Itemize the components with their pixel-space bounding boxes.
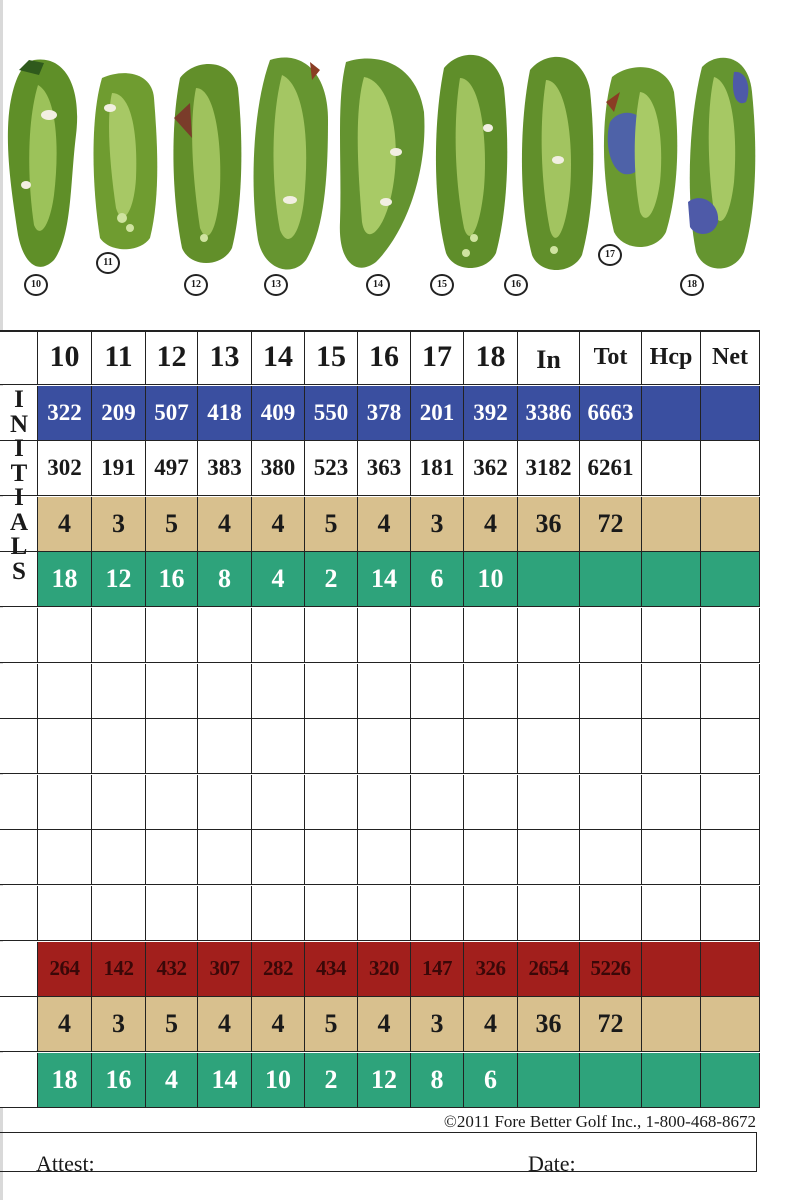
score-entry-cell[interactable]	[518, 664, 580, 719]
score-cell: 550	[305, 386, 358, 441]
white-tees-row	[0, 441, 760, 496]
score-entry-cell[interactable]	[92, 886, 146, 941]
score-entry-cell[interactable]	[92, 608, 146, 663]
score-entry-cell[interactable]	[92, 719, 146, 774]
attest-label: Attest:	[36, 1151, 95, 1176]
score-cell: 147	[411, 942, 464, 997]
score-entry-cell[interactable]	[411, 664, 464, 719]
hole-label-11: 11	[96, 252, 120, 274]
score-cell: 392	[464, 386, 518, 441]
score-cell: 4	[464, 997, 518, 1052]
score-cell: 3386	[518, 386, 580, 441]
hole-map-strip	[0, 0, 790, 330]
column-header: 16	[358, 330, 411, 385]
score-cell: 383	[198, 441, 252, 496]
score-cell: 326	[464, 942, 518, 997]
row-label-cell	[0, 608, 38, 663]
row-label-cell	[0, 997, 38, 1052]
score-entry-cell[interactable]	[252, 719, 305, 774]
row-label-cell	[0, 830, 38, 885]
score-entry-cell[interactable]	[38, 775, 92, 830]
score-cell: 307	[198, 942, 252, 997]
score-cell: 362	[464, 441, 518, 496]
hole-label-14: 14	[366, 274, 390, 296]
score-cell: 4	[252, 497, 305, 552]
score-cell	[518, 1053, 580, 1108]
score-entry-cell[interactable]	[252, 830, 305, 885]
hole-label-13: 13	[264, 274, 288, 296]
hole-18-map	[686, 52, 758, 274]
score-cell: 12	[92, 552, 146, 607]
score-entry-cell[interactable]	[580, 664, 642, 719]
score-entry-cell[interactable]	[358, 664, 411, 719]
hole-10-map	[4, 55, 82, 270]
initials-vertical-label	[0, 388, 38, 608]
score-entry-cell[interactable]	[358, 719, 411, 774]
initials-letter: S	[12, 557, 26, 585]
score-entry-cell[interactable]	[518, 719, 580, 774]
score-cell: 5	[146, 497, 198, 552]
score-entry-cell[interactable]	[92, 664, 146, 719]
score-entry-cell[interactable]	[305, 719, 358, 774]
score-entry-cell[interactable]	[358, 886, 411, 941]
score-cell: 322	[38, 386, 92, 441]
mens-handicap-row	[0, 552, 760, 607]
hole-label-18: 18	[680, 274, 704, 296]
score-cell: 209	[92, 386, 146, 441]
score-entry-cell[interactable]	[252, 664, 305, 719]
score-cell: 264	[38, 942, 92, 997]
column-header: Tot	[580, 330, 642, 385]
score-cell: 497	[146, 441, 198, 496]
score-entry-cell[interactable]	[198, 608, 252, 663]
column-header: 13	[198, 330, 252, 385]
column-header: In	[518, 330, 580, 385]
score-cell: 2654	[518, 942, 580, 997]
score-entry-cell[interactable]	[464, 775, 518, 830]
column-header: 11	[92, 330, 146, 385]
initials-letter: I	[14, 435, 24, 462]
score-entry-cell[interactable]	[411, 719, 464, 774]
score-entry-cell[interactable]	[92, 775, 146, 830]
score-cell[interactable]	[701, 942, 760, 997]
score-cell: 4	[38, 497, 92, 552]
score-cell: 3	[411, 497, 464, 552]
score-cell: 378	[358, 386, 411, 441]
score-cell: 363	[358, 441, 411, 496]
score-entry-cell[interactable]	[358, 830, 411, 885]
score-cell: 12	[358, 1053, 411, 1108]
score-cell	[580, 1053, 642, 1108]
score-entry-cell[interactable]	[642, 775, 701, 830]
score-entry-cell[interactable]	[198, 886, 252, 941]
score-entry-cell[interactable]	[305, 608, 358, 663]
mens-par-row	[0, 497, 760, 552]
score-entry-cell[interactable]	[464, 886, 518, 941]
score-entry-cell[interactable]	[146, 830, 198, 885]
score-cell: 4	[358, 497, 411, 552]
score-entry-cell[interactable]	[701, 664, 760, 719]
score-cell: 72	[580, 497, 642, 552]
blue-tees-row	[0, 386, 760, 441]
row-label-cell	[0, 664, 38, 719]
score-cell: 14	[198, 1053, 252, 1108]
score-entry-cell[interactable]	[305, 775, 358, 830]
score-entry-cell[interactable]	[252, 608, 305, 663]
score-cell: 10	[464, 552, 518, 607]
player-score-row	[0, 719, 760, 774]
score-entry-cell[interactable]	[464, 830, 518, 885]
score-entry-cell[interactable]	[411, 886, 464, 941]
attest-date-footer	[0, 1132, 757, 1176]
score-cell[interactable]	[701, 552, 760, 607]
score-cell: 8	[198, 552, 252, 607]
score-cell: 5226	[580, 942, 642, 997]
score-entry-cell[interactable]	[518, 775, 580, 830]
score-entry-cell[interactable]	[580, 775, 642, 830]
score-cell: 5	[305, 497, 358, 552]
score-cell: 4	[198, 997, 252, 1052]
score-cell: 4	[464, 497, 518, 552]
score-entry-cell[interactable]	[146, 664, 198, 719]
score-cell: 4	[146, 1053, 198, 1108]
score-entry-cell[interactable]	[580, 608, 642, 663]
score-cell: 36	[518, 997, 580, 1052]
score-entry-cell[interactable]	[642, 664, 701, 719]
score-cell: 142	[92, 942, 146, 997]
score-entry-cell[interactable]	[642, 830, 701, 885]
score-entry-cell[interactable]	[464, 608, 518, 663]
score-cell[interactable]	[701, 997, 760, 1052]
row-label-cell	[0, 330, 38, 385]
hole-label-12: 12	[184, 274, 208, 296]
score-cell: 191	[92, 441, 146, 496]
player-score-row	[0, 775, 760, 830]
score-entry-cell[interactable]	[38, 719, 92, 774]
hole-label-10: 10	[24, 274, 48, 296]
score-entry-cell[interactable]	[38, 608, 92, 663]
score-entry-cell[interactable]	[701, 775, 760, 830]
score-entry-cell[interactable]	[198, 719, 252, 774]
score-entry-cell[interactable]	[305, 886, 358, 941]
score-entry-cell[interactable]	[38, 664, 92, 719]
score-entry-cell[interactable]	[518, 830, 580, 885]
score-entry-cell[interactable]	[305, 664, 358, 719]
column-header: 18	[464, 330, 518, 385]
hole-17-map	[600, 62, 682, 252]
column-header: 17	[411, 330, 464, 385]
score-cell[interactable]	[701, 1053, 760, 1108]
score-cell: 432	[146, 942, 198, 997]
date-label: Date:	[528, 1151, 576, 1176]
score-entry-cell[interactable]	[701, 608, 760, 663]
hole-12-map	[170, 58, 244, 268]
score-entry-cell[interactable]	[198, 775, 252, 830]
score-cell: 6663	[580, 386, 642, 441]
score-cell: 10	[252, 1053, 305, 1108]
score-entry-cell[interactable]	[518, 886, 580, 941]
score-cell: 3	[411, 997, 464, 1052]
score-cell: 8	[411, 1053, 464, 1108]
score-entry-cell[interactable]	[252, 775, 305, 830]
score-entry-cell[interactable]	[642, 886, 701, 941]
score-entry-cell[interactable]	[464, 664, 518, 719]
player-score-row	[0, 608, 760, 663]
score-cell	[580, 552, 642, 607]
score-cell: 4	[38, 997, 92, 1052]
score-cell: 3	[92, 497, 146, 552]
score-entry-cell[interactable]	[411, 775, 464, 830]
score-entry-cell[interactable]	[642, 608, 701, 663]
score-entry-cell[interactable]	[464, 719, 518, 774]
score-cell: 14	[358, 552, 411, 607]
initials-letter: L	[10, 533, 28, 560]
grid-top-border	[0, 330, 760, 332]
score-cell: 201	[411, 386, 464, 441]
score-cell: 507	[146, 386, 198, 441]
score-cell: 434	[305, 942, 358, 997]
hole-13-map	[250, 50, 332, 275]
score-entry-cell[interactable]	[701, 830, 760, 885]
hole-label-16: 16	[504, 274, 528, 296]
score-cell: 5	[146, 997, 198, 1052]
score-entry-cell[interactable]	[580, 830, 642, 885]
score-cell: 18	[38, 1053, 92, 1108]
initials-letter: N	[9, 410, 29, 438]
player-score-row	[0, 886, 760, 941]
column-header: Hcp	[642, 330, 701, 385]
score-cell: 16	[146, 552, 198, 607]
hole-11-map	[90, 68, 160, 253]
score-cell[interactable]	[642, 441, 701, 496]
score-cell: 72	[580, 997, 642, 1052]
score-entry-cell[interactable]	[146, 886, 198, 941]
score-entry-cell[interactable]	[305, 830, 358, 885]
initials-letter: T	[10, 459, 28, 487]
score-cell: 6261	[580, 441, 642, 496]
score-entry-cell[interactable]	[252, 886, 305, 941]
score-cell[interactable]	[701, 386, 760, 441]
hole-16-map	[518, 50, 598, 276]
score-entry-cell[interactable]	[92, 830, 146, 885]
score-cell: 523	[305, 441, 358, 496]
score-cell: 18	[38, 552, 92, 607]
score-cell: 282	[252, 942, 305, 997]
hole-15-map	[430, 48, 512, 276]
score-entry-cell[interactable]	[146, 608, 198, 663]
score-entry-cell[interactable]	[701, 886, 760, 941]
row-label-cell	[0, 942, 38, 997]
score-cell[interactable]	[701, 441, 760, 496]
column-header: 12	[146, 330, 198, 385]
score-cell[interactable]	[642, 997, 701, 1052]
hole-14-map	[336, 52, 428, 274]
score-entry-cell[interactable]	[411, 830, 464, 885]
score-cell: 380	[252, 441, 305, 496]
score-cell: 4	[252, 552, 305, 607]
score-entry-cell[interactable]	[358, 608, 411, 663]
row-label-cell	[0, 1053, 38, 1108]
score-cell	[518, 552, 580, 607]
score-entry-cell[interactable]	[642, 719, 701, 774]
initials-letter: I	[14, 484, 24, 511]
score-cell[interactable]	[642, 1053, 701, 1108]
score-entry-cell[interactable]	[518, 608, 580, 663]
score-entry-cell[interactable]	[580, 719, 642, 774]
score-cell: 409	[252, 386, 305, 441]
score-entry-cell[interactable]	[38, 886, 92, 941]
score-cell: 5	[305, 997, 358, 1052]
score-cell: 302	[38, 441, 92, 496]
score-cell: 6	[411, 552, 464, 607]
ladies-par-row	[0, 997, 760, 1052]
score-entry-cell[interactable]	[701, 719, 760, 774]
player-score-row	[0, 664, 760, 719]
score-cell: 16	[92, 1053, 146, 1108]
score-cell: 4	[198, 497, 252, 552]
score-cell: 418	[198, 386, 252, 441]
column-header: 10	[38, 330, 92, 385]
column-header: 15	[305, 330, 358, 385]
score-entry-cell[interactable]	[358, 775, 411, 830]
score-cell: 3182	[518, 441, 580, 496]
copyright-notice: ©2011 Fore Better Golf Inc., 1-800-468-8672	[443, 1112, 756, 1131]
score-cell: 320	[358, 942, 411, 997]
column-header: Net	[701, 330, 760, 385]
ladies-handicap-row	[0, 1053, 760, 1108]
score-cell: 2	[305, 1053, 358, 1108]
score-cell[interactable]	[642, 386, 701, 441]
row-label-cell	[0, 886, 38, 941]
score-entry-cell[interactable]	[38, 830, 92, 885]
header-row	[0, 330, 760, 385]
initials-letter: I	[14, 386, 24, 413]
score-entry-cell[interactable]	[411, 608, 464, 663]
hole-label-17: 17	[598, 244, 622, 266]
hole-label-15: 15	[430, 274, 454, 296]
score-cell: 181	[411, 441, 464, 496]
row-label-cell	[0, 719, 38, 774]
score-entry-cell[interactable]	[580, 886, 642, 941]
score-cell[interactable]	[701, 497, 760, 552]
initials-letter: A	[9, 508, 29, 536]
player-score-row	[0, 830, 760, 885]
score-cell[interactable]	[642, 942, 701, 997]
score-cell[interactable]	[642, 497, 701, 552]
score-entry-cell[interactable]	[146, 719, 198, 774]
score-cell[interactable]	[642, 552, 701, 607]
score-cell: 4	[252, 997, 305, 1052]
score-cell: 3	[92, 997, 146, 1052]
row-label-cell	[0, 775, 38, 830]
score-cell: 4	[358, 997, 411, 1052]
score-cell: 2	[305, 552, 358, 607]
red-tees-row	[0, 942, 760, 997]
score-entry-cell[interactable]	[198, 664, 252, 719]
score-cell: 6	[464, 1053, 518, 1108]
column-header: 14	[252, 330, 305, 385]
score-entry-cell[interactable]	[198, 830, 252, 885]
score-cell: 36	[518, 497, 580, 552]
score-entry-cell[interactable]	[146, 775, 198, 830]
